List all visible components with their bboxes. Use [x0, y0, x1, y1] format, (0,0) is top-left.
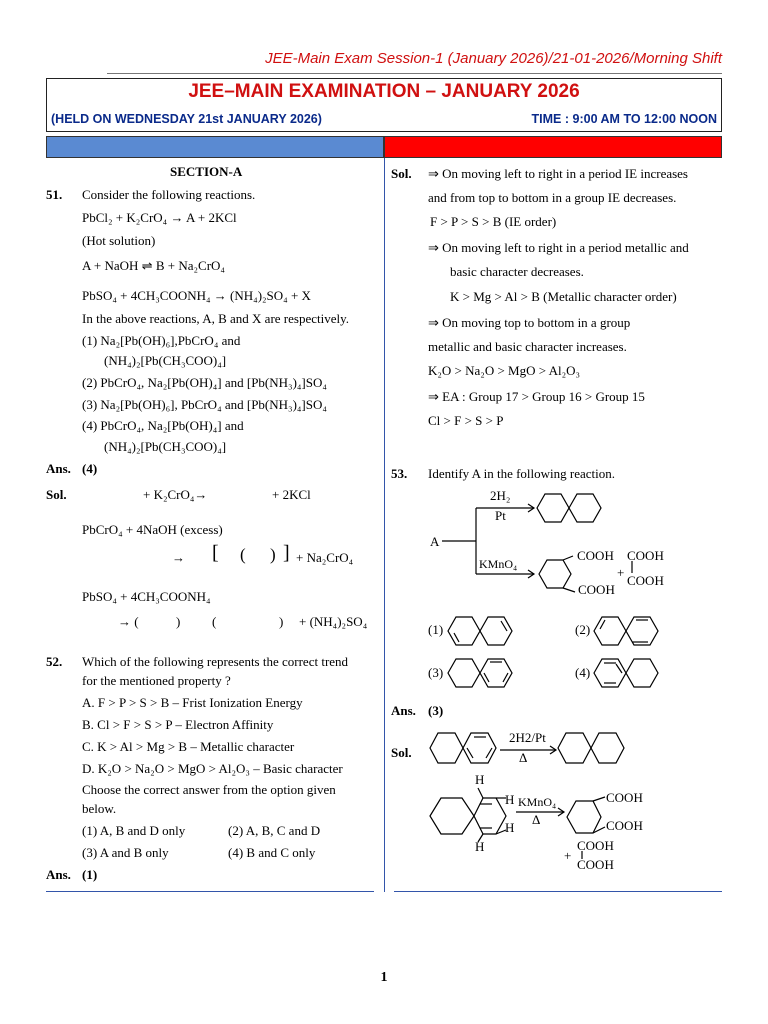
running-header: JEE-Main Exam Session-1 (January 2026)/21-01-2026/Morning Shift — [265, 50, 722, 67]
q53-text: Identify A in the following reaction. — [428, 466, 616, 481]
product-cooh-1: COOH — [577, 548, 614, 563]
s51-paren-close: ) — [270, 545, 276, 564]
q52-statement-d: D. K₂O > Na₂O > MgO > Al₂O₃ – Basic character — [82, 761, 343, 776]
s51-line4: PbSO₄ + 4CH₃COONH₄ — [82, 589, 211, 604]
s51-line1b: + 2KCl — [272, 487, 311, 502]
s52-line10: ⇒ EA : Group 17 > Group 16 > Group 15 — [428, 389, 645, 404]
sol-product-cooh-1: COOH — [606, 790, 643, 805]
footer-rule-left — [46, 891, 374, 892]
exam-header-box — [46, 78, 722, 132]
s51-paren-open: ( — [240, 545, 246, 564]
section-heading: SECTION-A — [170, 164, 243, 179]
sol-arrow-1 — [500, 746, 558, 754]
q51-option-1b: (NH₄)₂[Pb(CH₃COO)₄] — [104, 353, 227, 368]
reaction-branch-arrows — [440, 500, 540, 590]
red-column-bar — [384, 136, 722, 158]
s52-line11: Cl > F > S > P — [428, 413, 504, 428]
q52-choose-1: Choose the correct answer from the option given — [82, 782, 336, 797]
sol-plus: + — [564, 848, 572, 863]
sol-reagent-2H2Pt: 2H2/Pt — [509, 730, 546, 745]
s51-line2: PbCrO₄ + 4NaOH (excess) — [82, 522, 223, 537]
q52-statement-c: C. K > Al > Mg > B – Metallic character — [82, 739, 295, 754]
sol-oxalic-cooh-2: COOH — [577, 857, 614, 872]
decalin-structure — [537, 488, 601, 528]
q52-line1: Which of the following represents the correct trend — [82, 654, 349, 669]
q51-option-2: (2) PbCrO₄, Na₂[Pb(OH)₄] and [Pb(NH₃)₄]SO₄ — [82, 375, 327, 390]
s52-sol-label: Sol. — [391, 166, 412, 181]
sol-oxalic-cooh-1: COOH — [577, 838, 614, 853]
sol-tetralin-structure — [430, 728, 496, 768]
sol-H-right-top: H — [505, 792, 515, 807]
s51-arrow: → — [172, 550, 185, 565]
column-divider — [384, 158, 385, 892]
s52-line9: K₂O > Na₂O > MgO > Al₂O₃ — [428, 363, 581, 378]
q53-number: 53. — [391, 466, 408, 481]
q53-option-3-label: (3) — [428, 665, 444, 680]
q52-option-3: (3) A and B only — [82, 845, 169, 860]
sol-decalin-structure — [558, 728, 624, 768]
q53-option-1-label: (1) — [428, 622, 444, 637]
s52-line4: ⇒ On moving left to right in a period metallic and — [428, 240, 689, 255]
sol-H-top: H — [475, 772, 485, 787]
sol-delta-2: Δ — [532, 812, 541, 827]
sol-tetralin-h-structure — [430, 786, 510, 846]
cyclohexane-dicarboxylic-acid-ring — [537, 556, 577, 596]
q51-option-4a: (4) PbCrO₄, Na₂[Pb(OH)₄] and — [82, 418, 244, 433]
q51-sol-label: Sol. — [46, 487, 67, 502]
page-number: 1 — [380, 970, 388, 985]
s51-bracket-close: ] — [283, 542, 290, 564]
s52-line5: basic character decreases. — [450, 264, 584, 279]
q51-reaction-1: PbCl₂ + K₂CrO₄ → A + 2KCl — [82, 210, 237, 225]
q51-hot-solution: (Hot solution) — [82, 233, 156, 248]
q52-ans-label: Ans. — [46, 867, 71, 882]
s51-bracket-open: [ — [212, 542, 219, 564]
s52-line2: and from top to bottom in a group IE decreases. — [428, 190, 677, 205]
q53-option-3-structure — [448, 656, 512, 690]
s52-line1: ⇒ On moving left to right in a period IE increases — [428, 166, 688, 181]
q51-number: 51. — [46, 187, 63, 202]
q51-ask: In the above reactions, A, B and X are respectively. — [82, 311, 350, 326]
q53-option-1-structure — [448, 614, 512, 648]
q52-answer: (1) — [82, 867, 98, 882]
oxalic-cooh-2: COOH — [627, 573, 664, 588]
q53-option-2-label: (2) — [575, 622, 591, 637]
q53-answer: (3) — [428, 703, 444, 718]
q52-option-2: (2) A, B, C and D — [228, 823, 321, 838]
reagent-KMnO4: KMnO₄ — [479, 557, 518, 571]
q51-reaction-2: A + NaOH ⇌ B + Na₂CrO₄ — [82, 258, 225, 273]
q51-option-4b: (NH₄)₂[Pb(CH₃COO)₄] — [104, 439, 227, 454]
s51-line1a: + K₂CrO₄→ — [143, 487, 208, 502]
exam-time: TIME : 9:00 AM TO 12:00 NOON — [531, 112, 717, 126]
sol-arrow-2 — [516, 808, 566, 816]
exam-held-date: (HELD ON WEDNESDAY 21st JANUARY 2026) — [51, 112, 322, 126]
q52-choose-2: below. — [82, 801, 117, 816]
s52-line6: K > Mg > Al > B (Metallic character order) — [450, 289, 677, 304]
q53-option-4-label: (4) — [575, 665, 591, 680]
q51-answer: (4) — [82, 461, 98, 476]
footer-rule-right — [394, 891, 722, 892]
product-cooh-2: COOH — [578, 582, 615, 597]
s51-line5-arrow: → ( — [118, 614, 139, 629]
sol-H-right-bottom: H — [505, 820, 515, 835]
q52-option-4: (4) B and C only — [228, 845, 316, 860]
header-rule — [107, 73, 722, 74]
s52-line8: metallic and basic character increases. — [428, 339, 627, 354]
s51-line5-close1: ) — [176, 614, 181, 629]
s51-line5-product: + (NH₄)₂SO₄ — [299, 614, 368, 629]
q52-option-1: (1) A, B and D only — [82, 823, 186, 838]
oxalic-bond — [630, 561, 634, 573]
q51-reaction-3: PbSO₄ + 4CH₃COONH₄ → (NH₄)₂SO₄ + X — [82, 288, 311, 303]
q53-option-4-structure — [594, 656, 658, 690]
q52-number: 52. — [46, 654, 63, 669]
q51-ans-label: Ans. — [46, 461, 71, 476]
sol-product-ring — [565, 795, 611, 839]
s52-line7: ⇒ On moving top to bottom in a group — [428, 315, 631, 330]
s51-line5-open2: ( — [212, 614, 217, 629]
sol-product-cooh-2: COOH — [606, 818, 643, 833]
q52-statement-b: B. Cl > F > S > P – Electron Affinity — [82, 717, 274, 732]
oxalic-cooh-1: COOH — [627, 548, 664, 563]
q52-line2: for the mentioned property ? — [82, 673, 231, 688]
reagent-Pt: Pt — [495, 508, 506, 523]
s51-line3-product: + Na₂CrO₄ — [296, 550, 354, 565]
exam-title: JEE–MAIN EXAMINATION – JANUARY 2026 — [188, 81, 580, 102]
q53-option-2-structure — [594, 614, 658, 648]
s52-line3: F > P > S > B (IE order) — [430, 214, 557, 229]
q51-option-3: (3) Na₂[Pb(OH)₆], PbCrO₄ and [Pb(NH₃)₄]SO₄ — [82, 397, 327, 412]
q51-text: Consider the following reactions. — [82, 187, 256, 202]
product-plus: + — [617, 565, 625, 580]
reagent-2H2: 2H₂ — [490, 488, 511, 503]
sol-reagent-KMnO4: KMnO₄ — [518, 795, 557, 809]
q52-statement-a: A. F > P > S > B – Frist Ionization Energy — [82, 695, 303, 710]
q53-sol-label: Sol. — [391, 745, 412, 760]
sol-delta-1: Δ — [519, 750, 528, 765]
sol-H-bottom: H — [475, 839, 485, 854]
s51-line5-close2: ) — [279, 614, 284, 629]
q51-option-1a: (1) Na₂[Pb(OH)₆],PbCrO₄ and — [82, 333, 241, 348]
q53-ans-label: Ans. — [391, 703, 416, 718]
reaction-A-label: A — [430, 534, 440, 549]
blue-column-bar — [46, 136, 384, 158]
